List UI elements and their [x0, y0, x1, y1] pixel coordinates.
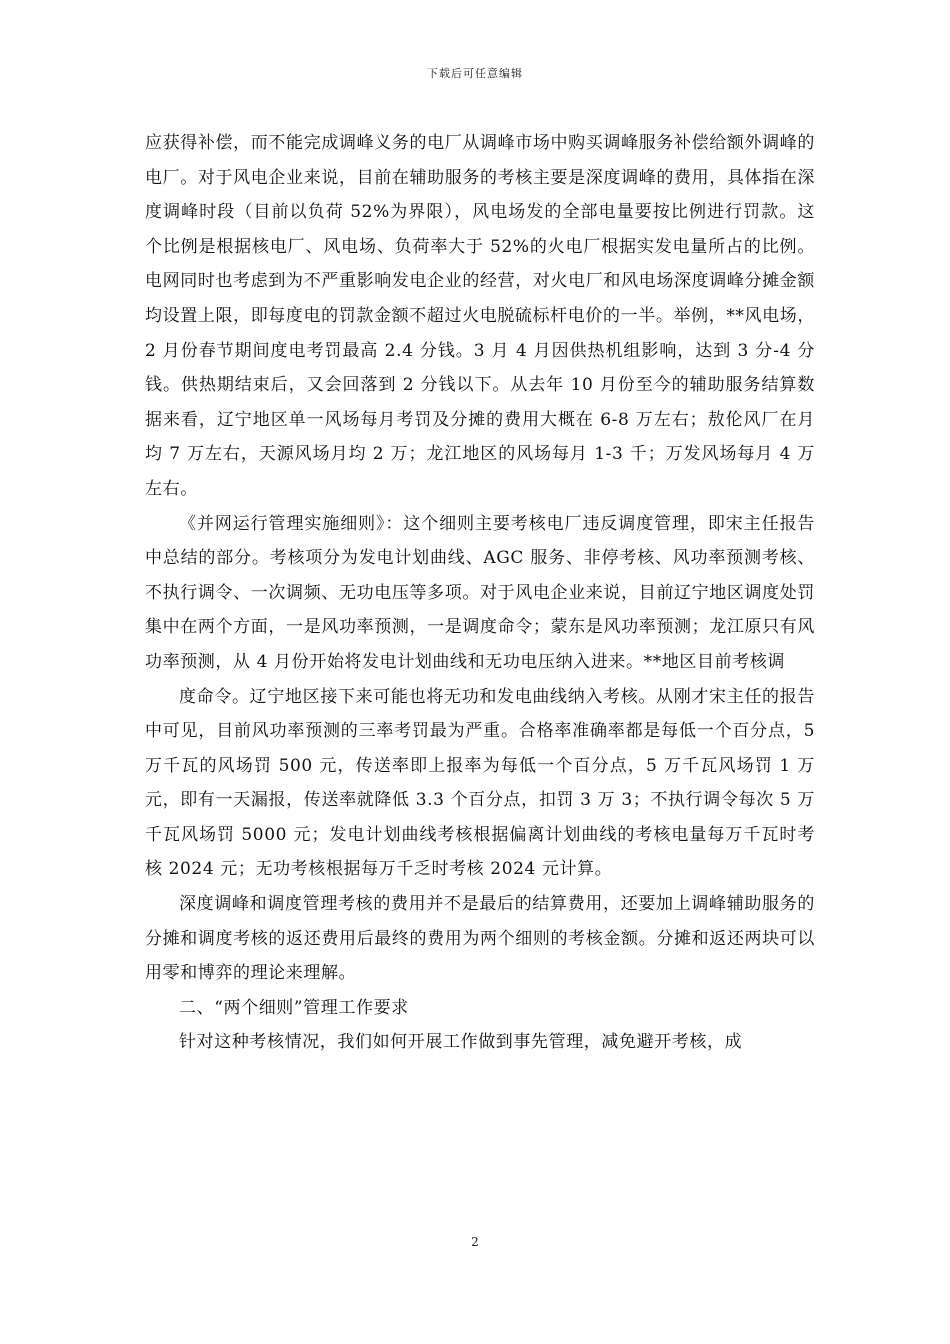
section-heading: 二、“两个细则”管理工作要求: [179, 997, 409, 1018]
paragraph-2: 《并网运行管理实施细则》：这个细则主要考核电厂违反调度管理，即宋主任报告中总结的部分。考核项分为发电计划曲线、AGC 服务、非停考核、风功率预测考核、不执行调令、一次调频、无功电压等多项。对于风电企业来说，目前辽宁地区调度处罚集中在两个方面，一是风功率预测，一是调度命令；蒙东是风功率预测；龙江原只有风功率预测，从 4 月份开始将发电计划曲线和无功电压纳入进来。**地区目前考核调: [145, 513, 815, 672]
paragraph-4: 深度调峰和调度管理考核的费用并不是最后的结算费用，还要加上调峰辅助服务的分摊和调度考核的返还费用后最终的费用为两个细则的考核金额。分摊和返还两块可以用零和博弈的理论来理解。: [145, 894, 815, 984]
page-header: 下载后可任意编辑: [427, 67, 523, 80]
paragraph-5: 针对这种考核情况，我们如何开展工作做到事先管理，减免避开考核，成: [179, 1032, 743, 1053]
paragraph-1: 应获得补偿，而不能完成调峰义务的电厂从调峰市场中购买调峰服务补偿给额外调峰的电厂。对于风电企业来说，目前在辅助服务的考核主要是深度调峰的费用，具体指在深度调峰时段（目前以负荷 52%为界限），风电场发的全部电量要按比例进行罚款。这个比例是根据核电厂、风电场、负荷率大于 52%的火电厂根据实发电量所占的比例。电网同时也考虑到为不严重影响发电企业的经营，对火电厂和风电场深度调峰分摊金额均设置上限，即每度电的罚款金额不超过火电脱硫标杆电价的一半。举例，**风电场，2 月份春节期间度电考罚最高 2.4 分钱。3 月 4 月因供热机组影响，达到 3 分-4 分钱。供热期结束后，又会回落到 2 分钱以下。从去年 10 月份至今的辅助服务结算数据来看，辽宁地区单一风场每月考罚及分摊的费用大概在 6-8 万左右；敖伦风厂在月均 7 万左右，天源风场月均 2 万；龙江地区的风场每月 1-3 千；万发风场每月 4 万左右。: [145, 133, 815, 499]
document-body: [145, 126, 815, 1060]
paragraph-3: 度命令。辽宁地区接下来可能也将无功和发电曲线纳入考核。从刚才宋主任的报告中可见，目前风功率预测的三率考罚最为严重。合格率准确率都是每低一个百分点，5 万千瓦的风场罚 500 元，传送率即上报率为每低一个百分点，5 万千瓦风场罚 1 万元，即有一天漏报，传送率就降低 3.3 个百分点，扣罚 3 万 3；不执行调令每次 5 万千瓦风场罚 5000 元；发电计划曲线考核根据偏离计划曲线的考核电量每万千瓦时考核 2024 元；无功考核根据每万千乏时考核 2024 元计算。: [145, 686, 815, 880]
page-number: 2: [471, 1235, 479, 1249]
